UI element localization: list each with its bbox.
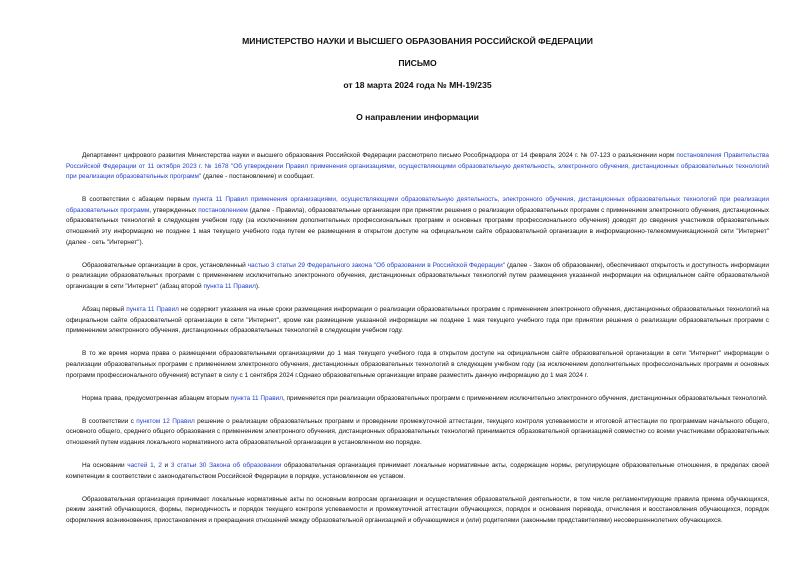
paragraph: [66, 461, 769, 482]
paragraph-text: не содержит указания на иные сроки размещения информации о реализации образовательных программ с применением электронного обучения, дистанционных образовательных технологий на официальном сайте образовательной организации в сети "Интернет", кроме как размещение указанной информации не позднее 1 мая текущего учебного года при принятии решения о реализации образовательных программ с применением электронного обучения, дистанционных образовательных технологий в следующем учебном году.: [66, 306, 769, 335]
paragraph-text: , применяется при реализации образовательных программ с применением исключительно электронного обучения, дистанционных образовательных технологий.: [282, 394, 768, 402]
paragraph-text: Образовательные организации в срок, установленный: [82, 261, 248, 269]
paragraph-text: ,: [153, 461, 159, 469]
legal-reference-link[interactable]: частей 1: [127, 461, 154, 469]
paragraph: [66, 151, 769, 183]
paragraph-text: (далее - Закон об образовании), обеспечивают открытость и доступность информации о реализации образовательных программ с применением исключительно электронного обучения, дистанционных образовательных технологий путем размещения указанной информации на официальном сайте образовательной организации в сети "Интернет" (абзац второй: [66, 261, 769, 290]
paragraph-text: решение о реализации образовательных программ и проведении промежуточной аттестации, текущего контроля успеваемости и итоговой аттестации по программам начального общего, основного общего, среднего общего образования с применением электронного обучения, дистанционных образовательных технологий принимается образовательной организацией совместно со всеми участниками образовательных отношений путем издания локального нормативного акта образовательной организации в установленном ею порядке.: [66, 417, 770, 446]
paragraph-text: На основании: [82, 461, 128, 469]
subject-heading: О направлении информации: [356, 112, 479, 122]
paragraph: [66, 261, 769, 293]
legal-reference-link[interactable]: постановления Правительства Российской Федерации от 11 октября 2023 г. № 1678 "Об утверждении Правил применения организациями, осуществляющими образовательную деятельность, электронного обучения, дистанционных образовательных технологий при реализации образовательных программ": [66, 152, 769, 181]
document-type-heading: ПИСЬМО: [398, 58, 437, 68]
legal-reference-link[interactable]: пункта 11 Правил: [230, 394, 283, 402]
paragraph-text: Норма права, предусмотренная абзацем вторым: [82, 394, 231, 402]
paragraph-text: (далее - Правила), образовательные организации при принятии решения о реализации образовательных программ с применением электронного обучения, дистанционных образовательных технологий в следующем учебном году (за исключением дополнительных профессиональных программ и основных программ профессионального обучения) доводят до сведения участников образовательных отношений эту информацию не позднее 1 мая текущего учебного года путем ее размещения в открытом доступе на официальном сайте образовательной организации в информационно-телекоммуникационной сети "Интернет" (далее - сеть "Интернет").: [66, 206, 769, 246]
document: [66, 28, 769, 539]
paragraph: [66, 495, 769, 527]
paragraph-text: ).: [255, 282, 260, 290]
paragraph: [66, 305, 769, 337]
legal-reference-link[interactable]: пункта 11 Правил применения организациями, осуществляющими образовательную деятельность, электронного обучения, дистанционных образовательных технологий при реализации образовательных программ: [66, 196, 770, 214]
document-body: [66, 151, 769, 526]
paragraph-text: В соответствии с: [82, 417, 137, 425]
paragraph-text: Образовательная организация принимает локальные нормативные акты по основным вопросам организации и осуществления образовательной деятельности, в том числе регламентирующие правила приема обучающихся, режим занятий обучающихся, формы, периодичность и порядок текущего контроля успеваемости и промежуточной аттестации обучающихся, порядок и основания перевода, отчисления и восстановления обучающихся, порядок оформления возникновения, приостановления и прекращения отношений между образовательной организацией и обучающимися и (или) родителями (законными представителями) несовершеннолетних обучающихся.: [66, 495, 769, 524]
legal-reference-link[interactable]: частью 3 статьи 29 Федерального закона "Об образовании в Российской Федерации": [247, 261, 506, 269]
legal-reference-link[interactable]: пункта 11 Правил: [203, 282, 256, 290]
paragraph: [66, 417, 769, 449]
legal-reference-link[interactable]: постановлением: [198, 206, 248, 214]
paragraph-text: образовательная организация принимает локальные нормативные акты, содержащие нормы, регулирующие образовательные отношения, в пределах своей компетенции в соответствии с законодательством Российской Федерации в порядке, установленном ее уставом.: [66, 461, 770, 480]
ministry-heading: МИНИСТЕРСТВО НАУКИ И ВЫСШЕГО ОБРАЗОВАНИЯ РОССИЙСКОЙ ФЕДЕРАЦИИ: [242, 36, 593, 46]
date-number-heading: от 18 марта 2024 года № МН-19/235: [343, 80, 492, 90]
paragraph-text: , утвержденных: [149, 206, 199, 214]
paragraph-text: (далее - постановление) и сообщает.: [201, 173, 315, 181]
legal-reference-link[interactable]: пункта 11 Правил: [126, 306, 179, 314]
legal-reference-link[interactable]: пунктом 12 Правил: [136, 417, 195, 425]
paragraph: [66, 195, 769, 248]
paragraph-text: и: [161, 461, 171, 469]
legal-reference-link[interactable]: 2: [158, 461, 162, 469]
paragraph: [66, 349, 769, 381]
paragraph-text: Департамент цифрового развития Министерства науки и высшего образования Российской Федерации рассмотрело письмо Рособрнадзора от 14 февраля 2024 г. № 07-123 о разъяснении норм: [82, 152, 677, 159]
legal-reference-link[interactable]: 3 статьи 30 Закона об образовании: [170, 461, 282, 469]
paragraph: [66, 394, 769, 405]
paragraph-text: В то же время норма права о размещении образовательными организациями до 1 мая текущего учебного года в открытом доступе на официальном сайте образовательной организации в сети "Интернет" информации о реализации образовательных программ с применением электронного обучения, дистанционных образовательных технологий в следующем учебном году (за исключением дополнительных профессиональных программ и основных программ профессионального обучения) вступает в силу с 1 сентября 2024 г.Однако образовательные организации вправе разместить данную информацию до 1 мая 2024 г.: [66, 350, 769, 379]
paragraph-text: Абзац первый: [82, 306, 127, 314]
paragraph-text: В соответствии с абзацем первым: [82, 196, 193, 204]
